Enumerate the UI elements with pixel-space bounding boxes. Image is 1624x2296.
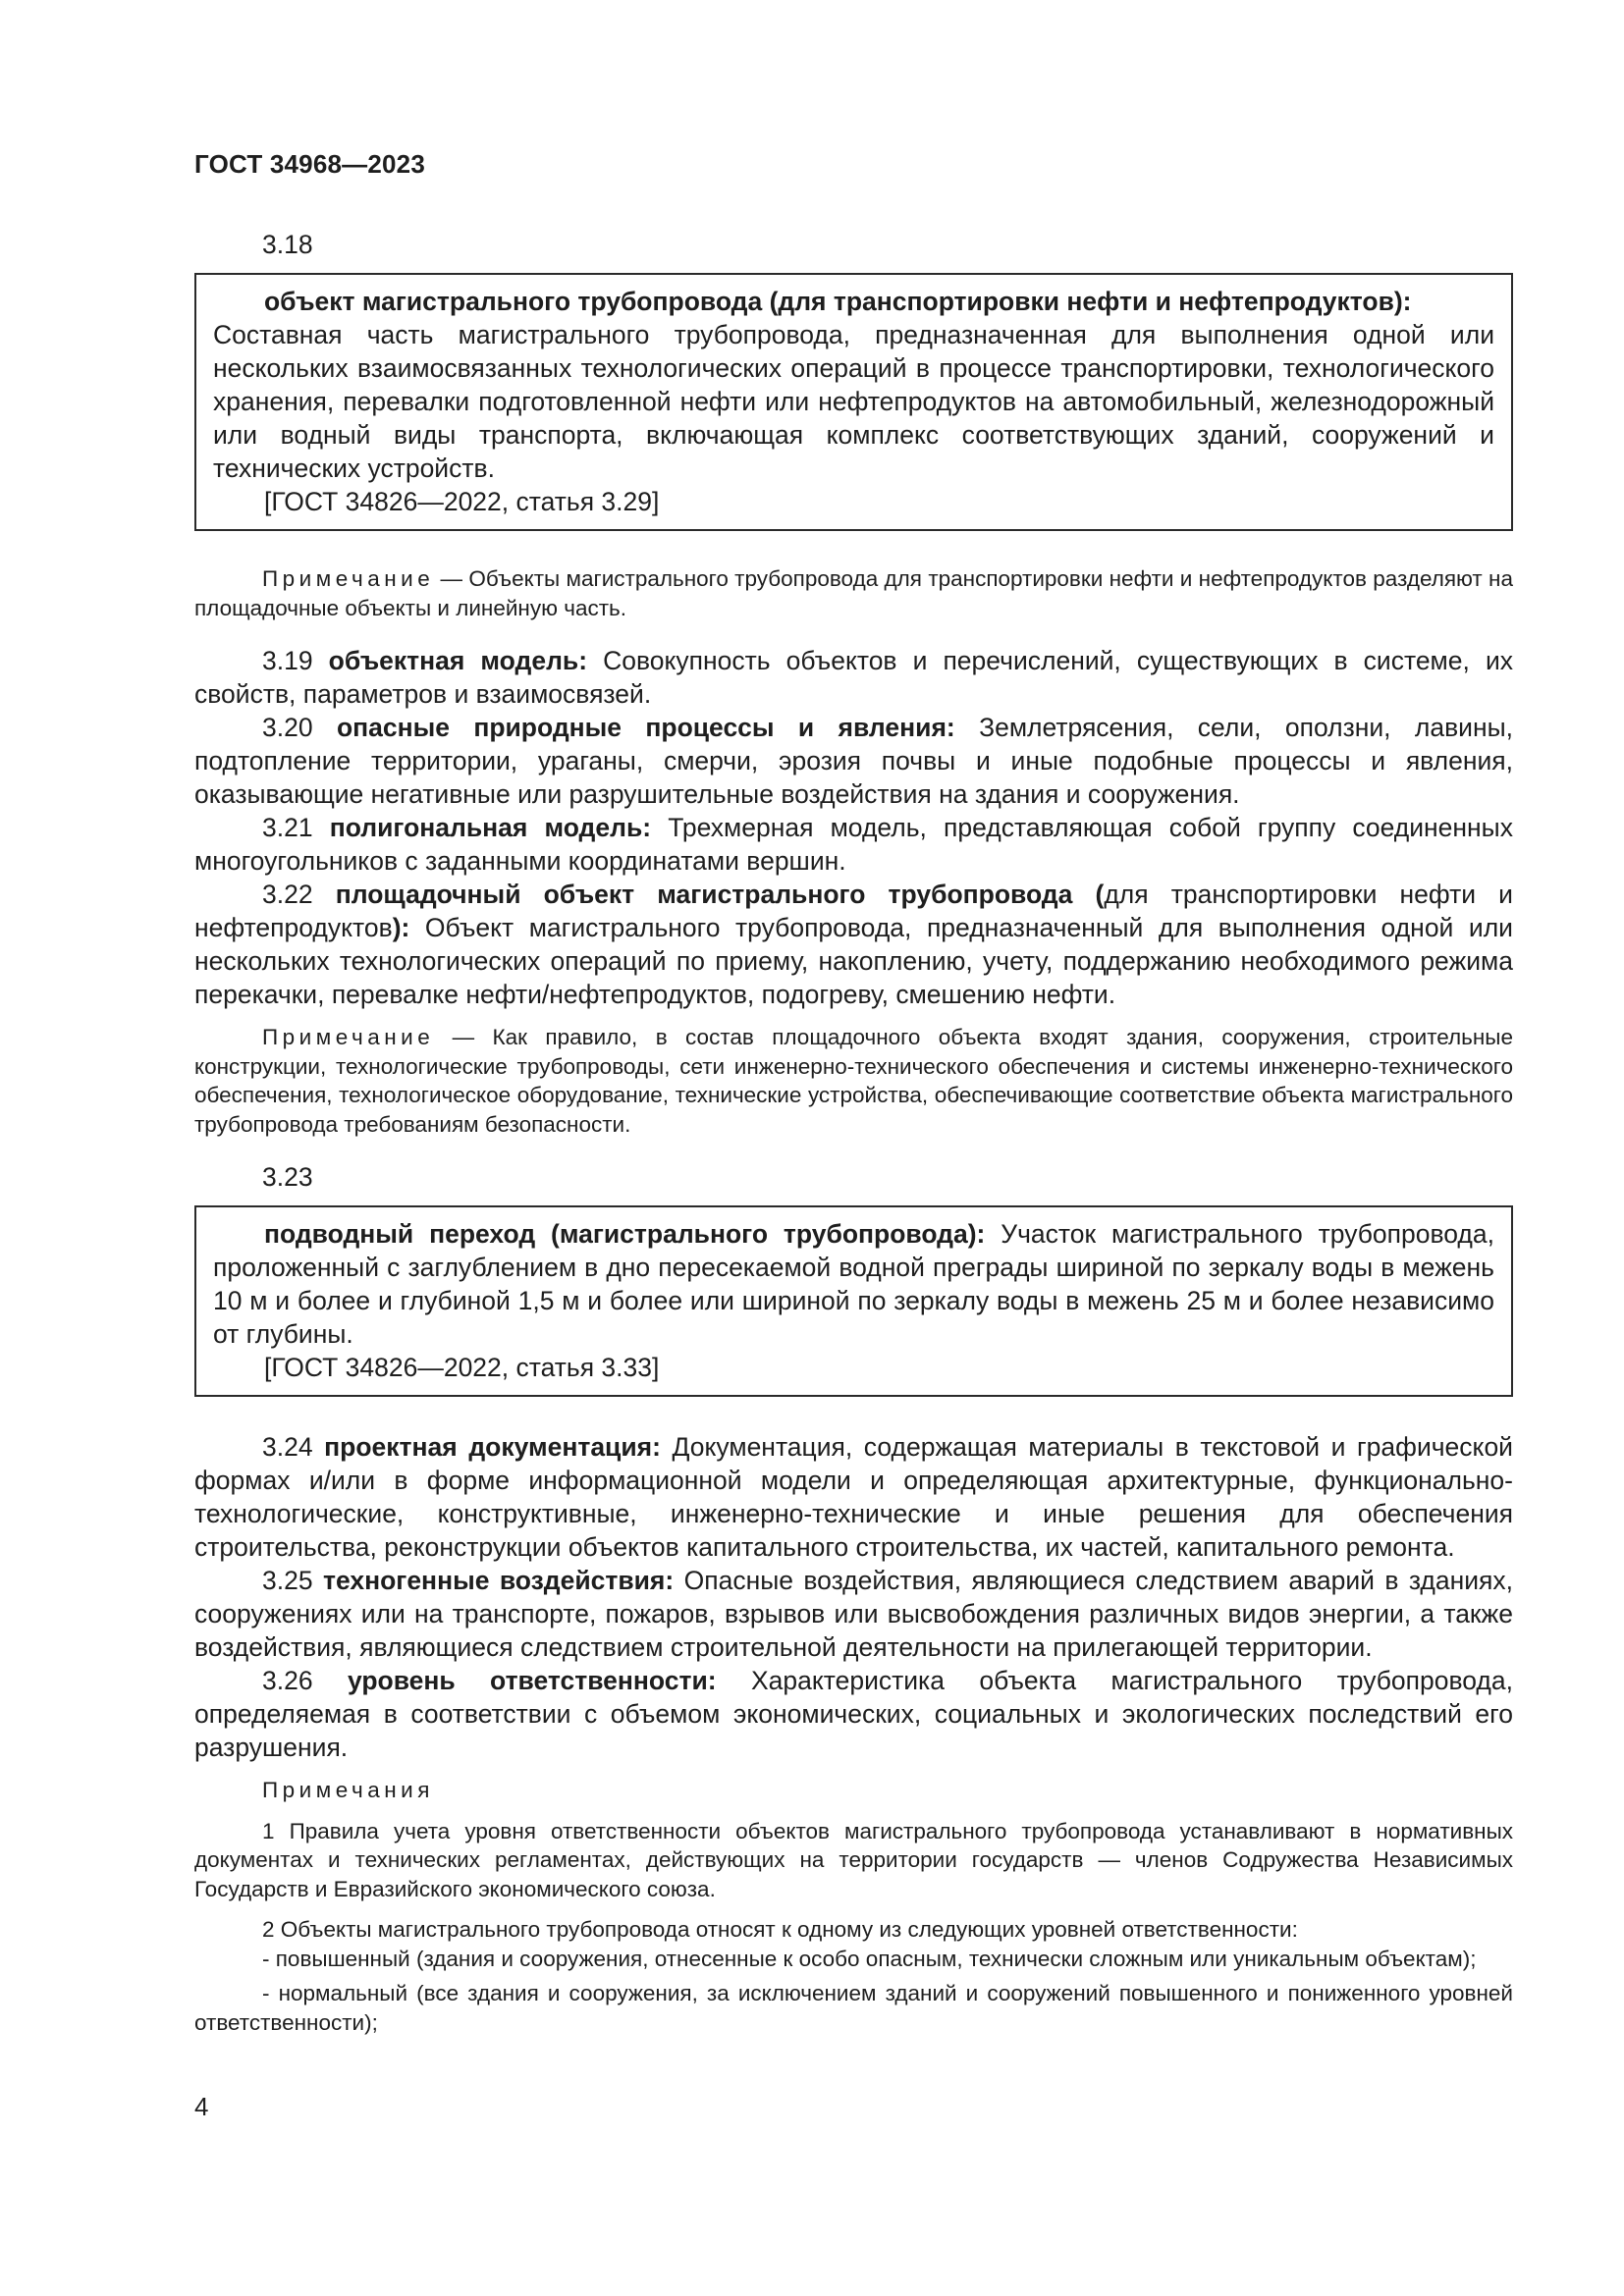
note-2-3-26: 2 Объекты магистрального трубопровода относят к одному из следующих уровней ответственности: <box>262 1917 1298 1942</box>
definition-3-19 <box>194 644 1513 711</box>
page-number: 4 <box>194 2092 209 2121</box>
term-number-3-24: 3.24 <box>262 1432 313 1462</box>
note-text-3-22: — Как правило, в состав площадочного объекта входят здания, сооружения, строительные конструкции, технологические трубопроводы, сети инженерно-технического обеспечения и системы инженерно-технического обеспечения, технологическое оборудование, технические устройства, обеспечивающие соответствие объекта магистрального трубопровода требованиям безопасности. <box>194 1025 1513 1137</box>
term-3-18: объект магистрального трубопровода (для транспортировки нефти и нефтепродуктов): <box>264 287 1412 316</box>
document-code-header: ГОСТ 34968—2023 <box>194 149 425 179</box>
source-reference-3-18: [ГОСТ 34826—2022, статья 3.29] <box>264 487 660 516</box>
definition-3-23 <box>213 1217 1494 1351</box>
note-3-18 <box>194 564 1513 622</box>
definition-3-21 <box>194 811 1513 878</box>
definition-3-26 <box>194 1664 1513 1764</box>
term-qualifier-3-22: для транспортировки нефти и нефтепродуктов <box>194 880 1513 942</box>
definition-text-3-24: Документация, содержащая материалы в текстовой и графической формах и/или в форме информационной модели и определяющая архитектурные, функционально-технологические, конструктивные, инженерно-технические и иные решения для обеспечения строительства, реконструкции объектов капитального строительства, их частей, капитального ремонта. <box>194 1432 1513 1562</box>
definition-text-3-23: Участок магистрального трубопровода, проложенный с заглублением в дно пересекаемой водной преграды шириной по зеркалу воды в межень 10 м и более и глубиной 1,5 м и более или шириной по зеркалу воды в межень 25 м и более независимо от глубины. <box>213 1219 1494 1349</box>
term-3-22: площадочный объект магистрального трубопровода ( <box>335 880 1105 909</box>
definition-3-22 <box>194 878 1513 1011</box>
note-1-3-26: 1 Правила учета уровня ответственности объектов магистрального трубопровода устанавливают в нормативных документах и технических регламентах, действующих на территории государств — членов Содружества Независимых Государств и Евразийского экономического союза. <box>194 1818 1513 1901</box>
quoted-definition-box-3-18 <box>194 273 1513 531</box>
list-item-normal-level: - нормальный (все здания и сооружения, за исключением зданий и сооружений повышенного и пониженного уровней ответственности); <box>194 1981 1513 2035</box>
document-body <box>194 228 1513 2037</box>
term-number-3-25: 3.25 <box>262 1566 313 1595</box>
term-3-23: подводный переход (магистрального трубопровода): <box>264 1219 986 1249</box>
definition-3-20 <box>194 711 1513 811</box>
definition-text-3-21: Трехмерная модель, представляющая собой группу соединенных многоугольников с заданными координатами вершин. <box>194 813 1513 876</box>
definition-text-3-19: Совокупность объектов и перечислений, существующих в системе, их свойств, параметров и взаимосвязей. <box>194 646 1513 709</box>
term-number-3-19: 3.19 <box>262 646 313 675</box>
definition-text-3-25: Опасные воздействия, являющиеся следствием аварий в зданиях, сооружениях или на транспорте, пожаров, взрывов или высвобождения различных видов энергии, а также воздействия, являющиеся следствием строительной деятельности на прилегающей территории. <box>194 1566 1513 1662</box>
definition-text-3-20: Землетрясения, сели, оползни, лавины, подтопление территории, ураганы, смерчи, эрозия почвы и иные подобные процессы и явления, оказывающие негативные или разрушительные воздействия на здания и сооружения. <box>194 713 1513 809</box>
definition-3-24 <box>194 1430 1513 1564</box>
term-3-19: объектная модель: <box>328 646 588 675</box>
term-number-3-21: 3.21 <box>262 813 313 842</box>
definition-text-3-22: Объект магистрального трубопровода, предназначенный для выполнения одной или нескольких технологических операций по приему, накоплению, учету, поддержанию необходимого режима перекачки, перевалке нефти/нефтепродуктов, подогреву, смешению нефти. <box>194 913 1513 1009</box>
term-number-3-22: 3.22 <box>262 880 313 909</box>
note-label-3-18: Примечание <box>262 566 435 591</box>
source-reference-3-23: [ГОСТ 34826—2022, статья 3.33] <box>264 1353 660 1382</box>
definition-3-18 <box>213 285 1494 485</box>
note-3-22 <box>194 1023 1513 1139</box>
list-item-elevated-level: - повышенный (здания и сооружения, отнесенные к особо опасным, технически сложным или уникальным объектам); <box>262 1946 1477 1971</box>
term-3-25: техногенные воздействия: <box>322 1566 675 1595</box>
term-number-3-18: 3.18 <box>262 230 313 259</box>
term-3-24: проектная документация: <box>324 1432 661 1462</box>
term-3-21: полигональная модель: <box>329 813 652 842</box>
term-3-26: уровень ответственности: <box>347 1666 717 1695</box>
term-end-3-22: ): <box>392 913 410 942</box>
definition-text-3-18: Составная часть магистрального трубопровода, предназначенная для выполнения одной или нескольких взаимосвязанных технологических операций в процессе транспортировки, технологического хранения, перевалки подготовленной нефти или нефтепродуктов на автомобильный, железнодорожный или водный виды транспорта, включающая комплекс соответствующих зданий, сооружений и технических устройств. <box>213 320 1494 483</box>
definition-text-3-26: Характеристика объекта магистрального трубопровода, определяемая в соответствии с объемом экономических, социальных и экологических последствий его разрушения. <box>194 1666 1513 1762</box>
quoted-definition-box-3-23 <box>194 1205 1513 1397</box>
term-3-20: опасные природные процессы и явления: <box>336 713 955 742</box>
note-label-3-22: Примечание <box>262 1025 435 1049</box>
term-number-3-23: 3.23 <box>262 1162 313 1192</box>
term-number-3-20: 3.20 <box>262 713 313 742</box>
notes-heading-3-26: Примечания <box>262 1778 434 1802</box>
definition-3-25 <box>194 1564 1513 1664</box>
term-number-3-26: 3.26 <box>262 1666 313 1695</box>
note-text-3-18: — Объекты магистрального трубопровода для транспортировки нефти и нефтепродуктов разделяют на площадочные объекты и линейную часть. <box>194 566 1513 620</box>
